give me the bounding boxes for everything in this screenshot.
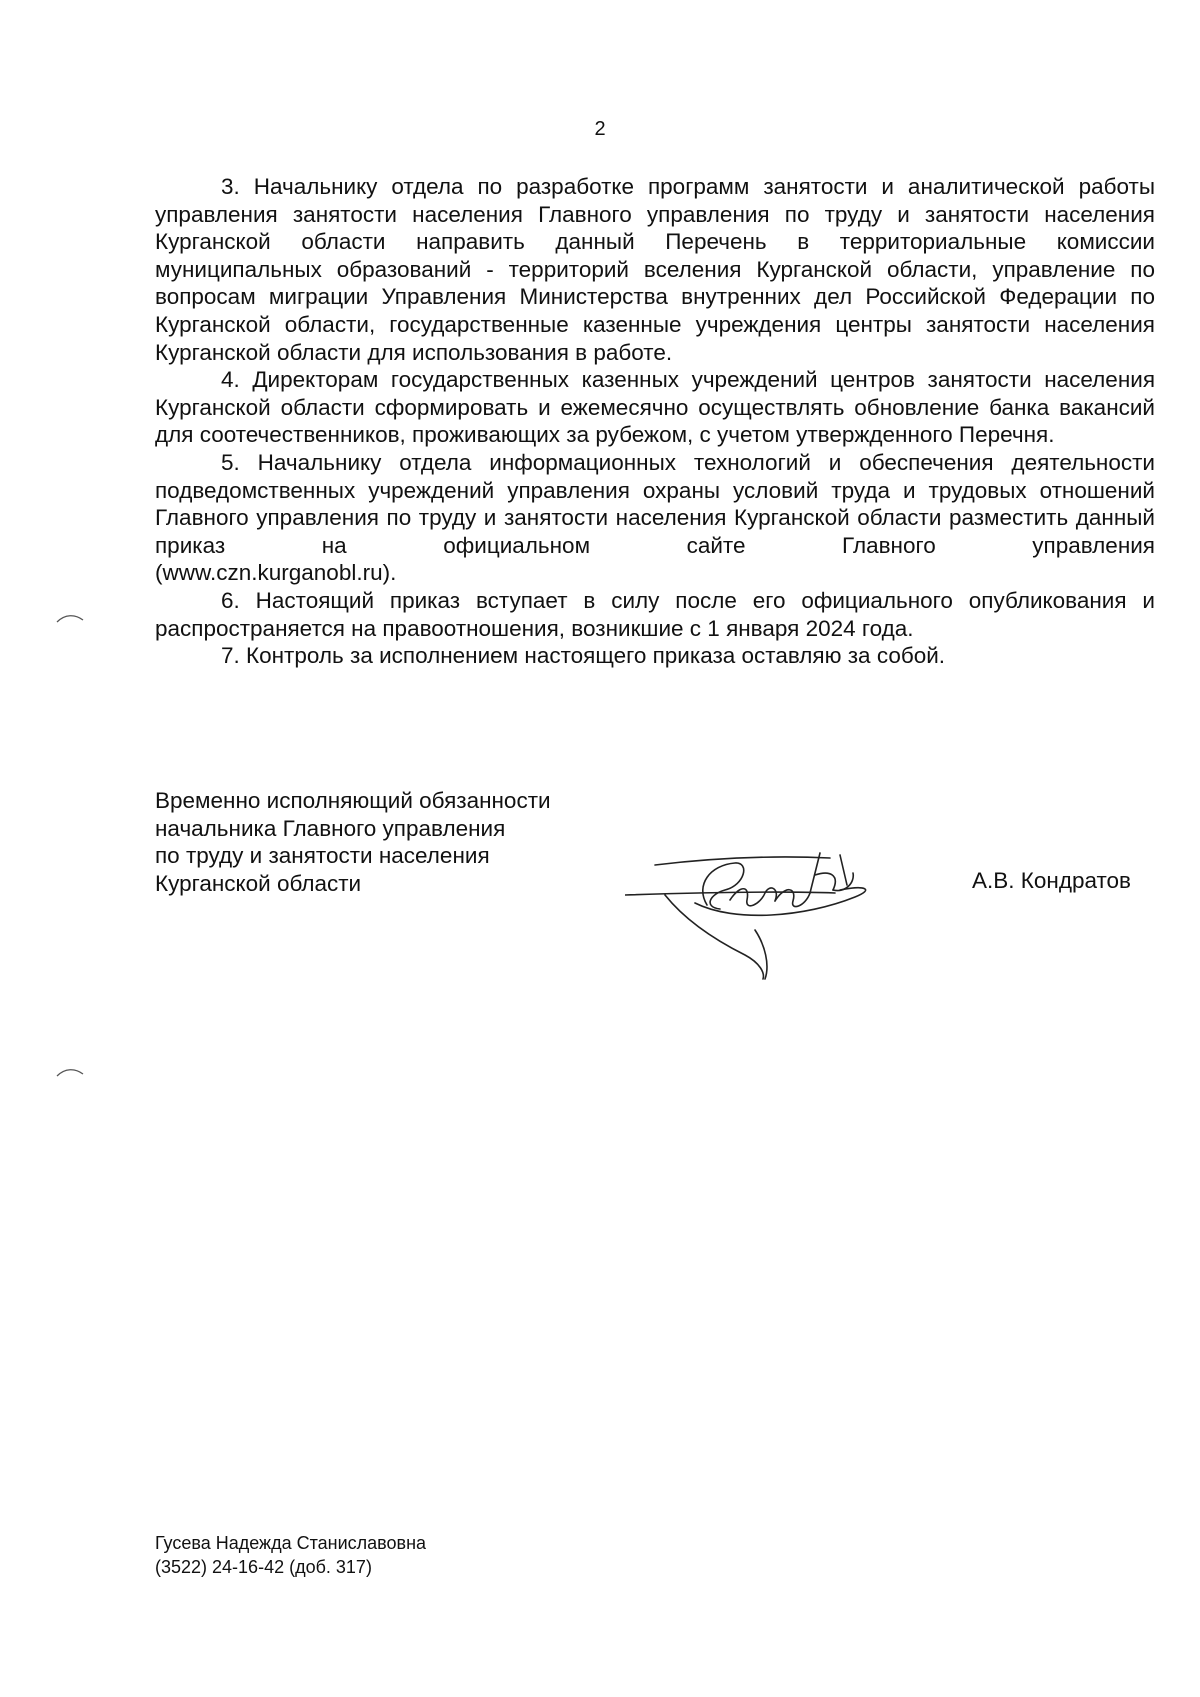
signer-position-line: Курганской области [155, 870, 362, 896]
hole-punch-mark [55, 612, 85, 624]
handwritten-signature [625, 845, 895, 980]
paragraph-6: 6. Настоящий приказ вступает в силу после его официального опубликования и распространяется на правоотношения, возникшие с 1 января 2024 года. [155, 587, 1155, 641]
signer-position-line: начальника Главного управления [155, 815, 506, 841]
paragraph-5: 5. Начальнику отдела информационных технологий и обеспечения деятельности подведомственных учреждений управления охраны условий труда и трудовых отношений Главного управления по труду и занятости населения Курганской области разместить данный приказ на официальном сайте Главного управления [155, 449, 1155, 558]
order-body [155, 173, 1155, 670]
paragraph-7: 7. Контроль за исполнением настоящего приказа оставляю за собой. [221, 643, 946, 669]
signer-position [155, 787, 551, 897]
page-number: 2 [594, 118, 606, 140]
paragraph-5-website: (www.czn.kurganobl.ru). [155, 560, 397, 586]
executor-phone: (3522) 24-16-42 (доб. 317) [155, 1557, 372, 1577]
signer-name: А.В. Кондратов [972, 868, 1131, 893]
signer-position-line: по труду и занятости населения [155, 843, 490, 869]
paragraph-4: 4. Директорам государственных казенных учреждений центров занятости населения Курганской области сформировать и ежемесячно осуществлять обновление банка вакансий для соотечественников, проживающих за рубежом, с учетом утвержденного Перечня. [155, 367, 1155, 448]
paragraph-3: 3. Начальнику отдела по разработке программ занятости и аналитической работы управления занятости населения Главного управления по труду и занятости населения Курганской области направить данный Перечень в территориальные комиссии муниципальных образований - территорий вселения Курганской области, управление по вопросам миграции Управления Министерства внутренних дел Российской Федерации по Курганской области, государственные казенные учреждения центры занятости населения Курганской области для использования в работе. [155, 174, 1155, 365]
executor-info [155, 1531, 426, 1579]
executor-name: Гусева Надежда Станиславовна [155, 1533, 427, 1553]
signer-position-line: Временно исполняющий обязанности [155, 788, 551, 813]
hole-punch-mark [55, 1066, 85, 1078]
